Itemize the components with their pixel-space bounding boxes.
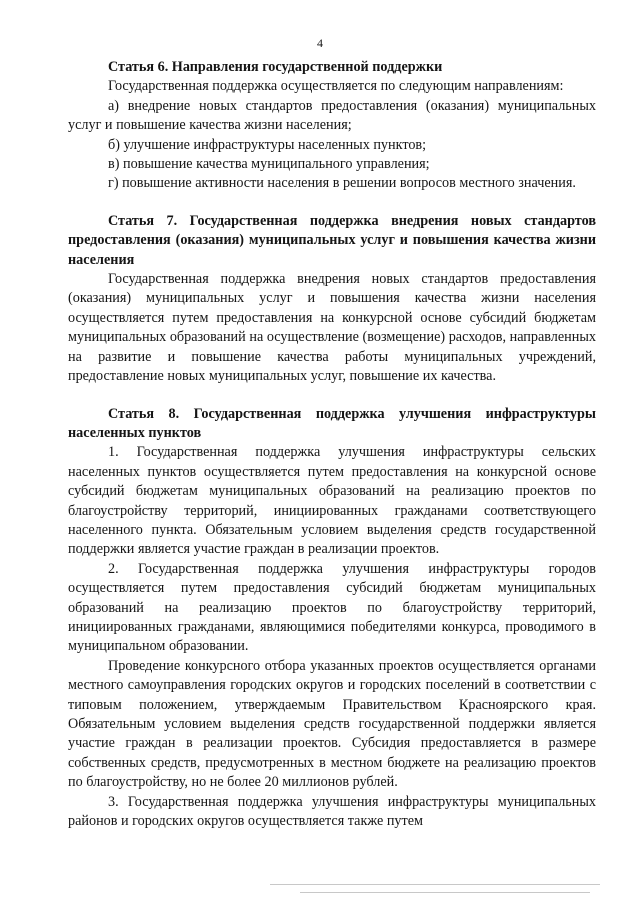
article-6-item-d: г) повышение активности населения в решении вопросов местного значения.	[108, 175, 576, 192]
article-6-item-a: а) внедрение новых стандартов предоставления (оказания) муниципальных услуг и повышение качества жизни населения;	[68, 97, 596, 134]
scan-edge-line	[270, 884, 600, 885]
article-6-item-c: в) повышение качества муниципального управления;	[108, 156, 430, 173]
article-6-title: Статья 6. Направления государственной поддержки	[108, 59, 443, 75]
article-7-body: Государственная поддержка внедрения новых стандартов предоставления (оказания) муниципальных услуг и повышения качества жизни населения осуществляется путем предоставления на конкурсной основе субсидий бюджетам муниципальных образований на осуществление (возмещение) расходов, направленных на развитие и повышение качества работы муниципальных учреждений, предоставление новых муниципальных услуг, повышение их качества.	[68, 271, 596, 385]
article-7-title: Статья 7. Государственная поддержка внедрения новых стандартов предоставления (оказания) муниципальных услуг и повышения качества жизни населения	[68, 212, 596, 268]
article-8-paragraph-3: 3. Государственная поддержка улучшения инфраструктуры муниципальных районов и городских округов осуществляется также путем	[68, 793, 596, 830]
page-number: 4	[317, 36, 323, 50]
document-body	[68, 58, 596, 831]
article-6-item-b: б) улучшение инфраструктуры населенных пунктов;	[108, 136, 427, 153]
article-8-paragraph-2-contest: Проведение конкурсного отбора указанных проектов осуществляется органами местного самоуправления городских округов и городских поселений в соответствии с типовым положением, утверждаемым Правительством Красноярского края. Обязательным условием выделения средств государственной поддержки является участие граждан в реализации проектов. Субсидия предоставляется в размере собственных средств, предусмотренных в местном бюджете на реализацию проектов по благоустройству, но не более 20 миллионов рублей.	[68, 657, 596, 791]
article-8-paragraph-2: 2. Государственная поддержка улучшения инфраструктуры городов осуществляется путем предоставления субсидий бюджетам муниципальных образований на реализацию проектов по благоустройству территорий, инициированных гражданами, являющимися победителями конкурса, проводимого в муниципальном образовании.	[68, 560, 596, 655]
scan-edge-line	[300, 892, 590, 893]
article-6-intro: Государственная поддержка осуществляется по следующим направлениям:	[108, 78, 564, 95]
article-8-title: Статья 8. Государственная поддержка улучшения инфраструктуры населенных пунктов	[68, 405, 596, 441]
article-8-paragraph-1: 1. Государственная поддержка улучшения инфраструктуры сельских населенных пунктов осуществляется путем предоставления на конкурсной основе субсидий бюджетам муниципальных образований на реализацию проектов по благоустройству территорий, инициированных гражданами соответствующего населенного пункта. Обязательным условием выделения средств государственной поддержки является участие граждан в реализации проектов.	[68, 444, 596, 558]
